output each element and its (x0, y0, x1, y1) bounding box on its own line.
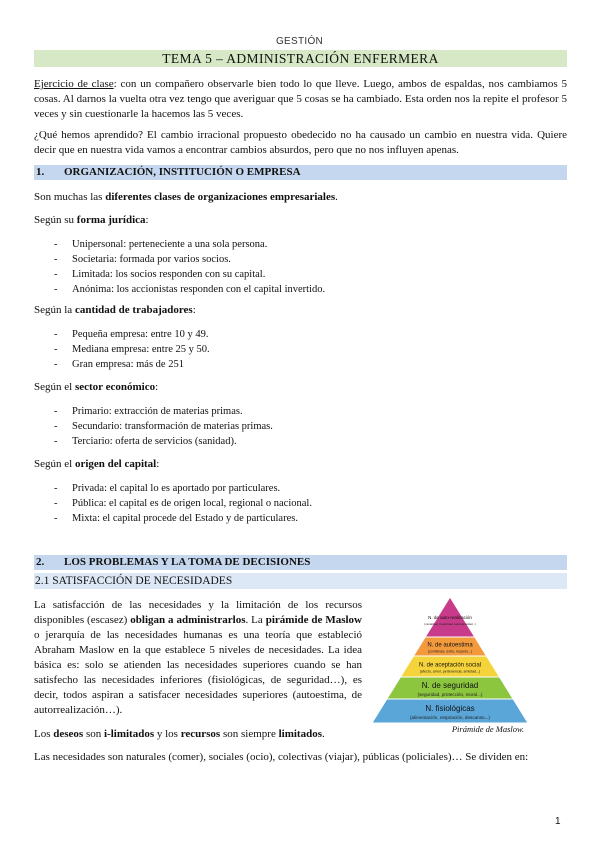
section-1-lead (34, 190, 567, 205)
group-heading-bold: cantidad de trabajadores (74, 304, 193, 316)
document-category: GESTIÓN (275, 36, 324, 47)
list-item: - Mediana empresa: entre 25 y 50. (54, 342, 210, 357)
lead-end: . (335, 191, 338, 203)
list-item: - Secundario: transformación de materias primas. (54, 419, 273, 434)
list-item: - Anónima: los accionistas responden con el capital invertido. (54, 282, 325, 297)
section-title: LOS PROBLEMAS Y LA TOMA DE DECISIONES (64, 556, 311, 568)
text-run: son siempre (220, 728, 279, 740)
page-number: 1 (555, 816, 561, 827)
group-heading-post: : (155, 381, 159, 393)
text-run-bold: pirámide de Maslow (265, 614, 362, 626)
group-heading-pre: Según su (34, 214, 77, 226)
list-item: - Pública: el capital es de origen local, regional o nacional. (54, 496, 312, 511)
group-heading-post: : (156, 458, 160, 470)
maslow-paragraph (34, 598, 362, 718)
list-item: - Limitada: los socios responden con su capital. (54, 267, 325, 282)
pyramid-level-label: N. de autoestima (427, 642, 473, 649)
section-title: ORGANIZACIÓN, INSTITUCIÓN O EMPRESA (64, 166, 301, 178)
section-1-heading (34, 165, 567, 180)
group-heading-pre: Según el (34, 458, 75, 470)
group-list (54, 327, 210, 372)
text-run: . La (245, 614, 266, 626)
group-heading-post: : (145, 214, 149, 226)
learned-paragraph: ¿Qué hemos aprendido? El cambio irracional propuesto obedecido no ha causado un cambio en nuestra vida. Quiere decir que en nuestra vida vamos a encontrar cambios absurdos, pero que no nos influyen apenas. (34, 129, 567, 156)
text-run: y los (154, 728, 181, 740)
exercise-paragraph (34, 77, 567, 122)
group-heading-bold: forma jurídica (76, 214, 146, 226)
text-run-bold: deseos (53, 728, 84, 740)
text-run-bold: i-limitados (103, 728, 155, 740)
exercise-label: Ejercicio de clase (34, 78, 114, 90)
pyramid-level-sublabel: (seguridad, protección, moral...) (417, 692, 483, 697)
list-item: - Privada: el capital lo es aportado por particulares. (54, 481, 312, 496)
pyramid-level-label: N. de aceptación social (418, 662, 482, 669)
text-run: o jerarquía de las necesidades humanas es una teoría que estableció Abraham Maslow en la que establece 5 niveles de necesidades. La idea básica es: solo se atienden las necesidades superiores cuando se han satisfecho las necesidades inferiores (fisiológicas, de seguridad…), es decir, todos aspiran a satisfacer necesidades superiores (autoestima, de autorrealización…). (34, 629, 362, 716)
list-item: - Terciario: oferta de servicios (sanidad). (54, 434, 273, 449)
text-run: . (321, 728, 325, 740)
group-heading-bold: sector económico (74, 381, 156, 393)
group-heading-pre: Según la (34, 304, 75, 316)
text-run-bold: obligan a administrarlos (130, 614, 246, 626)
list-item: - Unipersonal: perteneciente a una sola persona. (54, 237, 325, 252)
group-list (54, 481, 312, 526)
group-heading (34, 213, 567, 228)
lead-text: Son muchas las (34, 191, 106, 203)
list-item: - Societaria: formada por varios socios. (54, 252, 325, 267)
pyramid-levels (372, 597, 528, 723)
text-run: son (83, 728, 104, 740)
group-heading (34, 303, 567, 318)
pyramid-level-sublabel: (afecto, amor, pertenencia, amistad...) (419, 669, 481, 674)
list-item: - Gran empresa: más de 251 (54, 357, 210, 372)
exercise-text: : con un compañero observarle bien todo lo que lleve. Luego, ambos de espaldas, nos cambiamos 5 cosas. Al darnos la vuelta otra vez tengo que averiguar que 5 cosas se ha cambiado. Esta orden nos la repite el profesor 5 veces y sin cuestionarle la hacemos las 5 veces. (34, 78, 567, 120)
pyramid-level-label: N. de seguridad (421, 681, 479, 690)
text-run: Los (34, 728, 54, 740)
list-item: - Primario: extracción de materias primas. (54, 404, 273, 419)
list-item: - Mixta: el capital procede del Estado y de particulares. (54, 511, 312, 526)
section-number: 1. (36, 166, 45, 178)
list-item: - Pequeña empresa: entre 10 y 49. (54, 327, 210, 342)
text-run-bold: recursos (180, 728, 221, 740)
section-number: 2. (36, 556, 45, 568)
section-2-heading (34, 555, 567, 570)
group-list (54, 237, 325, 297)
text-run-bold: limitados (278, 728, 322, 740)
pyramid-level-sublabel: (moralidad, creatividad, espontaneidad...) (424, 622, 476, 626)
document-title: TEMA 5 – ADMINISTRACIÓN ENFERMERA (34, 50, 567, 67)
group-heading-bold: origen del capital (74, 458, 157, 470)
group-heading (34, 457, 567, 472)
subsection-heading: 2.1 SATISFACCIÓN DE NECESIDADES (34, 573, 567, 589)
pyramid-caption: Pirámide de Maslow. (451, 724, 525, 734)
pyramid-level-label: N. fisiológicas (425, 704, 475, 713)
group-heading-post: : (192, 304, 196, 316)
pyramid-level-sublabel: (confianza, éxito, respeto...) (427, 649, 473, 654)
group-heading (34, 380, 567, 395)
group-heading-pre: Según el (34, 381, 75, 393)
needs-paragraph: Las necesidades son naturales (comer), sociales (ocio), colectivas (viajar), públicas (policiales)… Se dividen en: (34, 751, 529, 763)
pyramid-level-sublabel: (alimentación, respiración, descanso...) (410, 715, 490, 720)
lead-bold: diferentes clases de organizaciones empresariales (105, 191, 336, 203)
text-run: La satisfacción de las necesidades y la limitación de los recursos disponibles (escasez) (34, 599, 362, 626)
pyramid-level-label: N. de auto-realización (428, 615, 472, 620)
maslow-pyramid-figure (370, 595, 530, 735)
group-list (54, 404, 273, 449)
